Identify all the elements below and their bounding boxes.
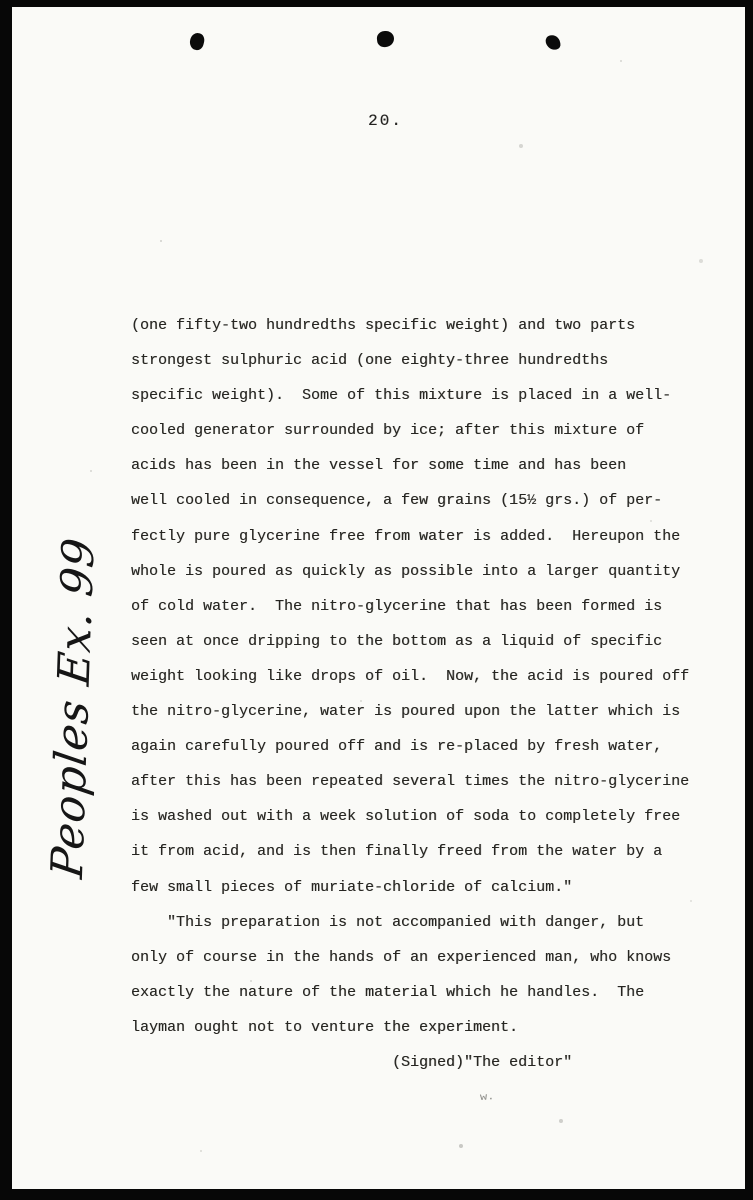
typed-line: it from acid, and is then finally freed from the water by a: [131, 843, 663, 861]
typed-line: of cold water. The nitro-glycerine that has been formed is: [131, 597, 663, 615]
typed-line: few small pieces of muriate-chloride of calcium.": [131, 878, 573, 896]
typed-line: layman ought not to venture the experiment.: [131, 1018, 519, 1036]
typed-line: acids has been in the vessel for some time and has been: [131, 457, 627, 475]
page-number: 20.: [368, 112, 403, 130]
typed-line: strongest sulphuric acid (one eighty-three hundredths: [131, 352, 609, 370]
typed-line: fectly pure glycerine free from water is added. Hereupon the: [131, 527, 681, 545]
typed-line: specific weight). Some of this mixture is placed in a well-: [131, 387, 672, 405]
typed-line: (one fifty-two hundredths specific weight) and two parts: [131, 317, 636, 334]
typed-line: exactly the nature of the material which he handles. The: [131, 983, 645, 1001]
typed-text-block: [131, 308, 731, 1080]
typed-line: only of course in the hands of an experienced man, who knows: [131, 948, 672, 966]
typed-line: is washed out with a week solution of soda to completely free: [131, 808, 681, 826]
typed-line: the nitro-glycerine, water is poured upon the latter which is: [131, 703, 681, 721]
typed-line: cooled generator surrounded by ice; after this mixture of: [131, 422, 645, 440]
typed-line: after this has been repeated several times the nitro-glycerine: [131, 773, 690, 791]
typed-line: again carefully poured off and is re-placed by fresh water,: [131, 738, 663, 756]
stray-pencil-mark: w.: [479, 1090, 495, 1104]
handwritten-exhibit-stamp: Peoples Ex. 99: [42, 534, 105, 882]
typed-line: seen at once dripping to the bottom as a liquid of specific: [131, 632, 663, 650]
typed-line: (Signed)"The editor": [131, 1053, 573, 1071]
typed-line: "This preparation is not accompanied with danger, but: [131, 913, 645, 931]
typed-line: well cooled in consequence, a few grains (15½ grs.) of per-: [131, 492, 663, 510]
scan-noise-specks: [0, 0, 2, 2]
typed-line: whole is poured as quickly as possible into a larger quantity: [131, 562, 681, 580]
typed-line: weight looking like drops of oil. Now, the acid is poured off: [131, 667, 690, 685]
